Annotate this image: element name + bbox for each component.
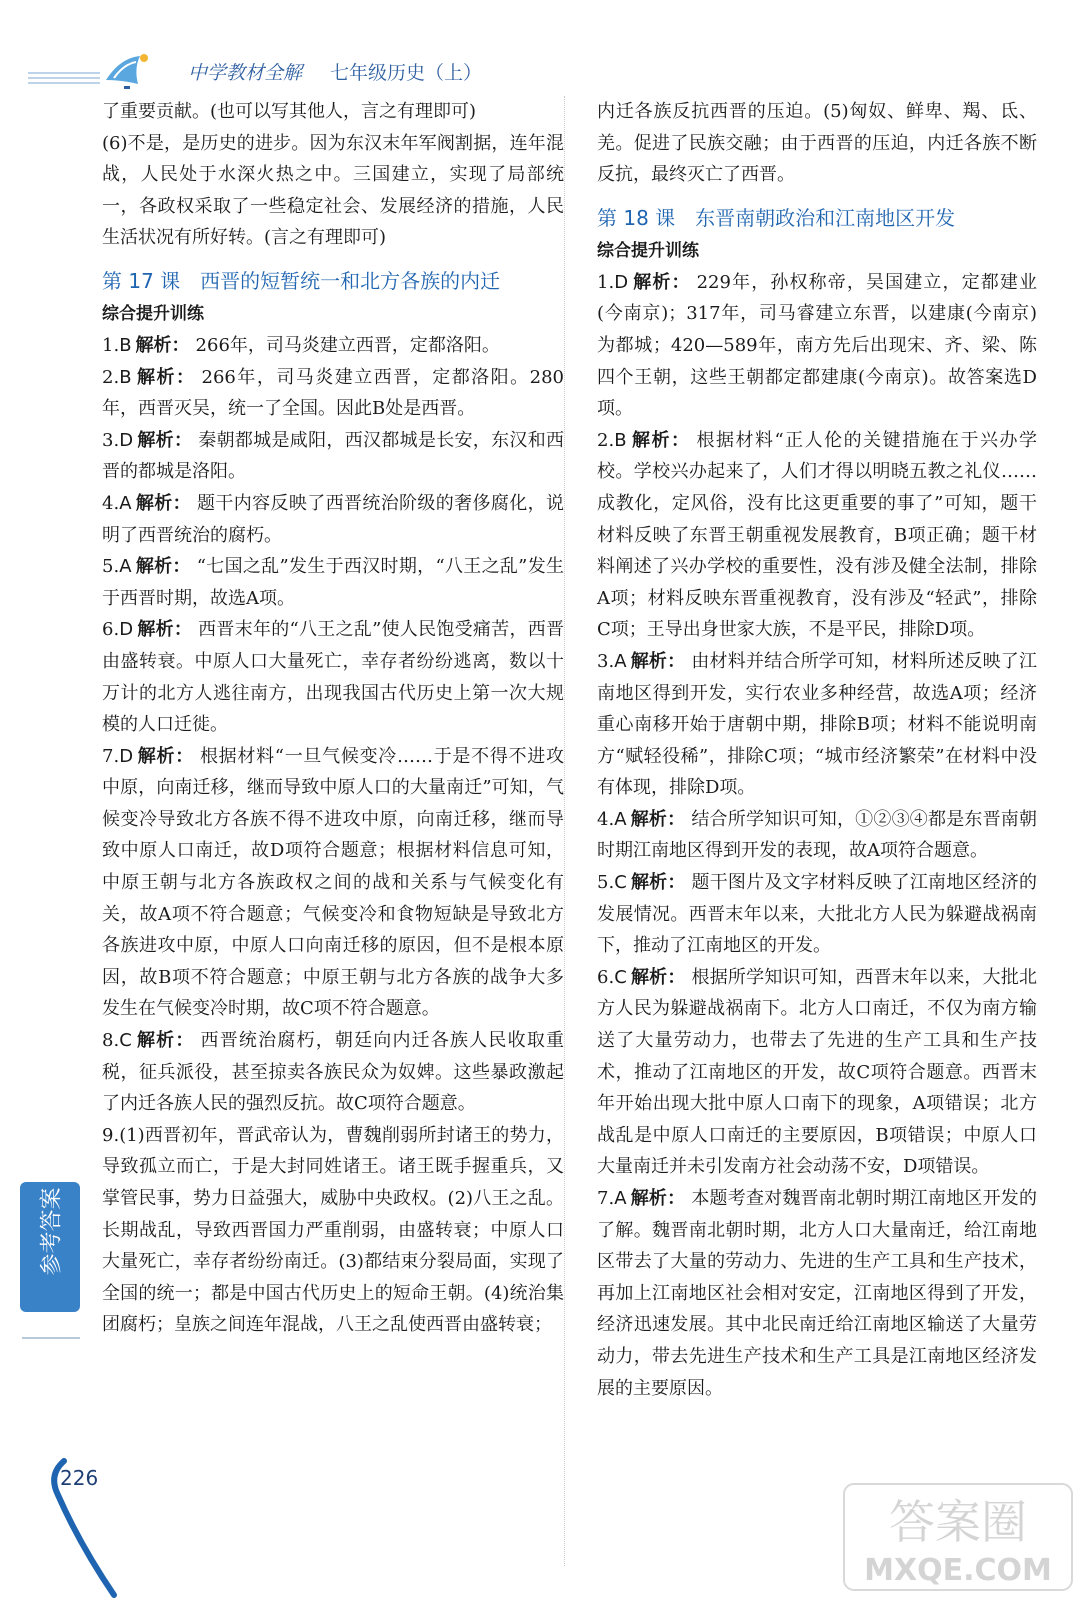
answer-item (102, 551, 564, 614)
item-answer: A (614, 808, 627, 830)
item-text: 西晋统治腐朽，朝廷向内迁各族人民收取重税，征兵派役，甚至掠卖各族民众为奴婢。这些暴政激起了内迁各族人民的强烈反抗。故C项符合题意。 (102, 1030, 565, 1115)
answer-item (102, 614, 564, 740)
section-title: 综合提升训练 (597, 240, 699, 261)
answer-item (597, 1183, 1037, 1404)
item-text: “七国之乱”发生于西汉时期，“八王之乱”发生于西晋时期，故选A项。 (102, 556, 565, 609)
item-label: 解析： (630, 808, 686, 830)
item-text: 266年，司马炎建立西晋，定都洛阳。280年，西晋灭吴，统一了全国。因此B处是西晋。 (102, 366, 564, 420)
item-label: 解析： (632, 271, 691, 293)
item-label: 解析： (137, 429, 193, 451)
lesson-heading (102, 264, 564, 298)
right-column (597, 96, 1037, 1404)
answer-item (102, 488, 564, 551)
answer-item (597, 267, 1037, 425)
item-answer: A (119, 492, 132, 514)
item-label: 解析： (135, 492, 191, 514)
answer-item (102, 330, 564, 362)
item-text: 根据材料“正人伦的关键措施在于兴办学校。学校兴办起来了，人们才得以明晓五教之礼仪……成教化，定风俗，没有比这更重要的事了”可知，题干材料反映了东晋王朝重视发展教育，B项正确；题干材料阐述了兴办学校的重要性，没有涉及健全法制，排除A项；材料反映东晋重视教育，没有涉及“轻武”，排除C项；王导出身世家大族，不是平民，排除D项。 (597, 429, 1037, 641)
side-tab-answers (20, 1182, 80, 1312)
watermark-url: MXQE.COM (864, 1553, 1052, 1588)
book-logo-icon (100, 50, 156, 90)
item-number: 8. (102, 1030, 120, 1052)
answer-item (102, 1120, 564, 1341)
page-number: 226 (60, 1466, 99, 1490)
watermark-text: 答案圈 (889, 1495, 1027, 1549)
item-answer: D (119, 745, 134, 767)
item-answer: D (119, 429, 134, 451)
item-text: 根据所学知识可知，西晋末年以来，大批北方人民为躲避战祸南下。北方人口南迁，不仅为南方输送了大量劳动力，也带去了先进的生产工具和生产技术，推动了江南地区的开发，故C项符合题意。西晋末年开始出现大批中原人口南下的现象，A项错误；北方战乱是中原人口南迁的主要原因，B项错误；中原人口大量南迁并未引发南方社会动荡不安，D项错误。 (597, 966, 1038, 1178)
item-text: 本题考查对魏晋南北朝时期江南地区开发的了解。魏晋南北朝时期，北方人口大量南迁，给江南地区带去了大量的劳动力、先进的生产工具和生产技术，再加上江南地区社会相对安定，江南地区得到了开发，经济迅速发展。其中北民南迁给江南地区输送了大量劳动力，带去先进生产技术和生产工具是江南地区经济发展的主要原因。 (597, 1188, 1038, 1399)
item-text: 题干图片及文字材料反映了江南地区经济的发展情况。西晋末年以来，大批北方人民为躲避战祸南下，推动了江南地区的开发。 (597, 872, 1038, 957)
item-number: 4. (102, 492, 120, 514)
header-decor-lines (28, 72, 100, 87)
item-label: 解析： (135, 1030, 195, 1052)
answer-item (597, 962, 1037, 1183)
item-number: 7. (102, 745, 120, 767)
side-tab-label: 参考答案 (39, 1187, 65, 1276)
item-label: 解析： (135, 366, 196, 388)
item-number: 3. (102, 429, 120, 451)
item-label: 解析： (630, 429, 691, 451)
answer-item (102, 741, 564, 1025)
item-answer: B (119, 366, 132, 388)
item-number: 2. (597, 429, 615, 451)
page-header (0, 50, 560, 90)
item-number: 1. (102, 334, 120, 356)
item-label: 解析： (630, 872, 686, 894)
item-text: 由材料并结合所学可知，材料所述反映了江南地区得到开发，实行农业多种经营，故选A项；经济重心南移开始于唐朝中期，排除B项；材料不能说明南方“赋轻役稀”，排除C项；“城市经济繁荣”在材料中没有体现，排除D项。 (597, 650, 1038, 799)
item-label: 解析： (135, 556, 191, 578)
lesson-title: 西晋的短暂统一和北方各族的内迁 (200, 268, 501, 293)
item-answer: A (119, 556, 132, 578)
item-answer: D (614, 271, 629, 293)
item-number: 5. (597, 872, 615, 894)
item-text: 229年，孙权称帝，吴国建立，定都建业(今南京)；317年，司马睿建立东晋，以建康(今南京)为都城；420—589年，南方先后出现宋、齐、梁、陈四个王朝，这些王朝都定都建康(今南京)。故答案选D项。 (597, 271, 1037, 420)
intro-paragraph: 内迁各族反抗西晋的压迫。(5)匈奴、鲜卑、羯、氐、羌。促进了民族交融；由于西晋的压迫，内迁各族不断反抗，最终灭亡了西晋。 (597, 101, 1037, 186)
item-text: 秦朝都城是咸阳，西汉都城是长安，东汉和西晋的都城是洛阳。 (102, 429, 565, 483)
lesson-number: 第 17 课 (102, 268, 181, 293)
item-answer: C (614, 966, 627, 988)
item-answer: A (614, 1188, 627, 1209)
answer-item (597, 804, 1037, 867)
intro-paragraph: (6)不是，是历史的进步。因为东汉末年军阀割据，连年混战，人民处于水深火热之中。三国建立，实现了局部统一，各政权采取了一些稳定社会、发展经济的措施，人民生活状况有所好转。(言之有理即可) (102, 132, 564, 249)
item-text: 266年，司马炎建立西晋，定都洛阳。 (195, 334, 500, 356)
item-text: 根据材料“一旦气候变冷……于是不得不进攻中原，向南迁移，继而导致中原人口的大量南迁”可知，气候变冷导致北方各族不得不进攻中原，向南迁移，继而导致中原人口南迁，故D项符合题意；根据材料信息可知，中原王朝与北方各族政权之间的战和关系与气候变化有关，故A项不符合题意；气候变冷和食物短缺是导致北方各族进攻中原，中原人口向南迁移的原因，但不是根本原因，故B项不符合题意；中原王朝与北方各族的战争大多发生在气候变冷时期，故C项不符合题意。 (102, 745, 565, 1020)
lesson-title: 东晋南朝政治和江南地区开发 (695, 205, 956, 230)
book-title: 中学教材全解 (188, 62, 303, 84)
item-label: 解析： (630, 1188, 686, 1209)
item-answer: C (119, 1030, 132, 1052)
section-title: 综合提升训练 (102, 303, 204, 324)
item-number: 6. (102, 619, 120, 641)
item-label: 解析： (630, 966, 686, 988)
answer-item (597, 867, 1037, 962)
book-subject: 七年级历史（上） (330, 62, 483, 84)
item-answer: C (614, 872, 627, 894)
item-number: 3. (597, 650, 615, 672)
intro-paragraph: 了重要贡献。(也可以写其他人，言之有理即可) (102, 101, 477, 122)
item-label: 解析： (135, 334, 190, 356)
item-answer: B (614, 429, 627, 451)
item-text: 结合所学知识可知，①②③④都是东晋南朝时期江南地区得到开发的表现，故A项符合题意。 (597, 808, 1038, 862)
answer-item (102, 1025, 564, 1120)
answer-item (102, 362, 564, 425)
item-number: 1. (597, 271, 615, 293)
left-column (102, 96, 564, 1341)
item-number: 2. (102, 366, 120, 388)
item-answer: A (614, 650, 627, 672)
item-text: 题干内容反映了西晋统治阶级的奢侈腐化，说明了西晋统治的腐朽。 (102, 492, 565, 546)
lesson-heading (597, 201, 1037, 235)
item-label: 解析： (137, 619, 193, 641)
lesson-number: 第 18 课 (597, 205, 676, 230)
column-divider (564, 96, 565, 1566)
item-text: 西晋末年的“八王之乱”使人民饱受痛苦，西晋由盛转衰。中原人口大量死亡，幸存者纷纷逃离，数以十万计的北方人逃往南方，出现我国古代历史上第一次大规模的人口迁徙。 (102, 619, 565, 736)
watermark-logo-icon (842, 1480, 1074, 1595)
item-label: 解析： (137, 745, 194, 767)
item-number: 5. (102, 556, 120, 578)
item-number: 9. (102, 1124, 120, 1146)
item-number: 7. (597, 1188, 615, 1209)
item-number: 6. (597, 966, 615, 988)
item-number: 4. (597, 808, 615, 830)
answer-item (597, 425, 1037, 646)
item-answer: B (119, 334, 132, 356)
side-rule (22, 1337, 80, 1339)
item-label: 解析： (630, 650, 686, 672)
answer-item (102, 425, 564, 488)
answer-item (597, 646, 1037, 804)
item-text: (1)西晋初年，晋武帝认为，曹魏削弱所封诸王的势力，导致孤立而亡，于是大封同姓诸王。诸王既手握重兵，又掌管民事，势力日益强大，威胁中央政权。(2)八王之乱。长期战乱，导致西晋国力严重削弱，由盛转衰；中原人口大量死亡，幸存者纷纷南迁。(3)都结束分裂局面，实现了全国的统一；都是中国古代历史上的短命王朝。(4)统治集团腐朽；皇族之间连年混战，八王之乱使西晋由盛转衰； (102, 1124, 564, 1336)
item-answer: D (119, 619, 134, 641)
